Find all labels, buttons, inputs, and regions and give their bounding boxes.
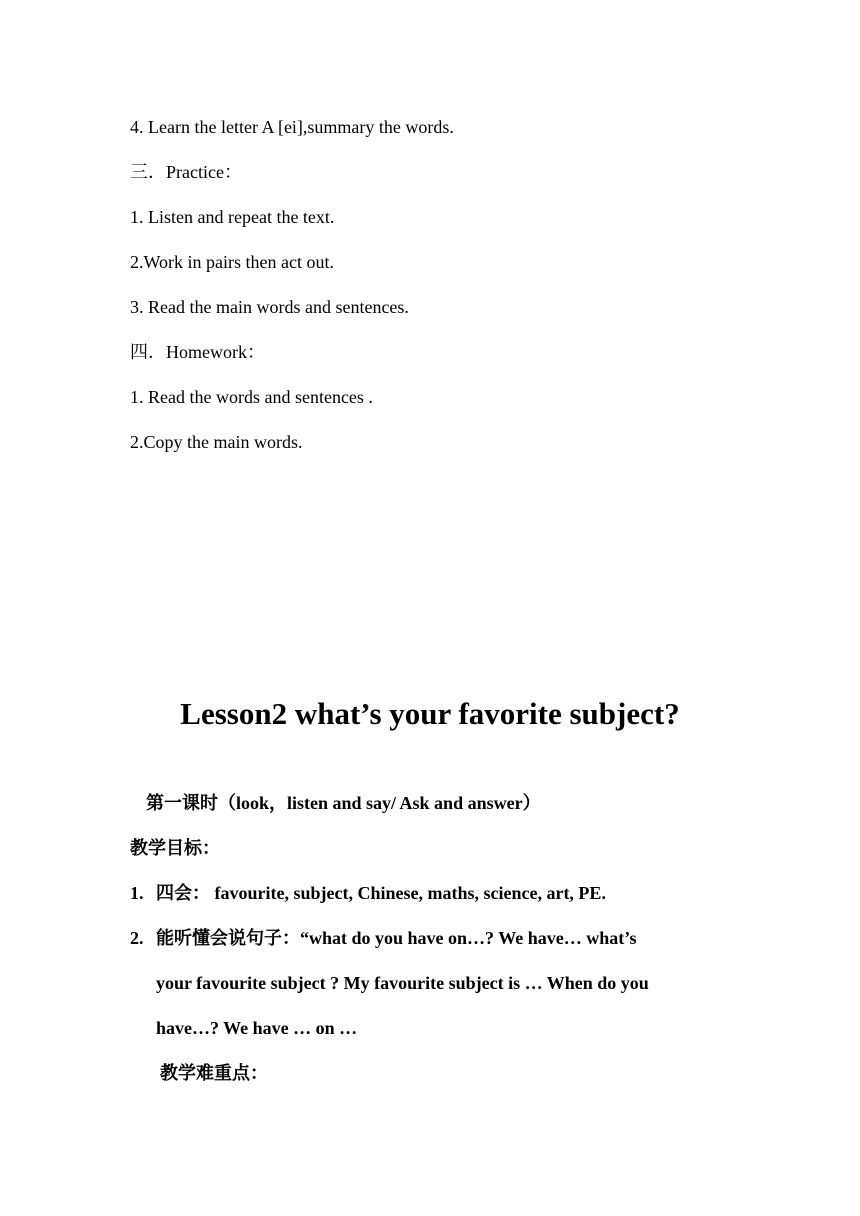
practice-item: 1. Listen and repeat the text. (130, 207, 335, 227)
objective-text-continued: your favourite subject ? My favourite subject is … When do you (156, 973, 649, 993)
practice-item: 3. Read the main words and sentences. (130, 297, 409, 317)
objective-text-continued: have…? We have … on … (156, 1018, 358, 1038)
objective-item (130, 881, 606, 905)
lesson-title: Lesson2 what’s your favorite subject? (180, 696, 680, 731)
homework-item: 2.Copy the main words. (130, 432, 303, 452)
homework-item: 1. Read the words and sentences . (130, 387, 373, 407)
key-points-heading: 教学难重点： (160, 1063, 268, 1083)
practice-item: 2.Work in pairs then act out. (130, 252, 335, 272)
objective-number: 1. (130, 883, 144, 903)
homework-heading: 四．Homework： (130, 342, 265, 362)
step-learn-letter: 4. Learn the letter A [ei],summary the words. (130, 117, 454, 137)
practice-heading: 三．Practice： (130, 162, 242, 182)
objectives-heading: 教学目标： (130, 838, 220, 858)
objective-text: 能听懂会说句子：“what do you have on…? We have… what’s (156, 928, 637, 948)
objective-item (130, 926, 637, 950)
period-heading: 第一课时（look，listen and say/ Ask and answer） (146, 793, 541, 813)
objective-text: 四会： favourite, subject, Chinese, maths, science, art, PE. (156, 883, 606, 903)
objective-number: 2. (130, 928, 144, 948)
